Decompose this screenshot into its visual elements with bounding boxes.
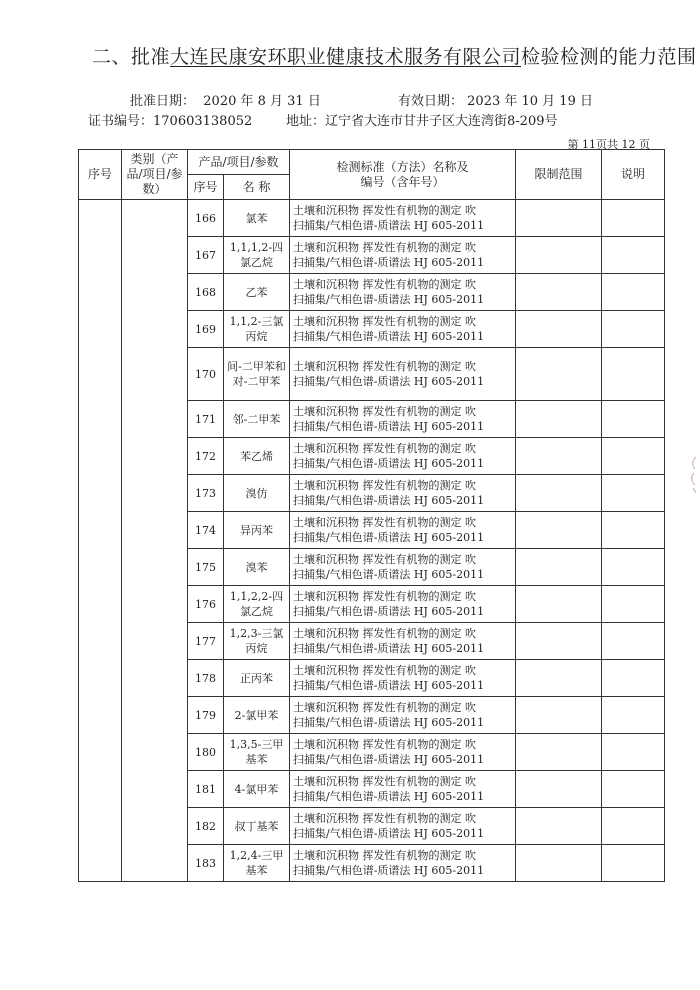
row-number: 169 [188, 311, 224, 348]
row-note [602, 274, 665, 311]
row-limit [516, 623, 602, 660]
address [286, 110, 558, 129]
row-name: 1,3,5-三甲基苯 [224, 734, 290, 771]
row-name: 1,1,2,2-四氯乙烷 [224, 586, 290, 623]
seq-cell [79, 200, 122, 882]
row-number: 171 [188, 401, 224, 438]
header-note: 说明 [602, 150, 665, 200]
row-name: 溴苯 [224, 549, 290, 586]
category-cell [122, 200, 188, 882]
row-standard-line1: 土壤和沉积物 挥发性有机物的测定 吹 [293, 405, 476, 418]
row-standard-line1: 土壤和沉积物 挥发性有机物的测定 吹 [293, 812, 476, 825]
capability-table [78, 149, 665, 882]
row-standard [290, 549, 516, 586]
row-limit [516, 237, 602, 274]
row-standard-line2: 扫捕集/气相色谱-质谱法 HJ 605-2011 [293, 219, 485, 232]
row-limit [516, 475, 602, 512]
row-note [602, 623, 665, 660]
row-limit [516, 845, 602, 882]
row-standard-line1: 土壤和沉积物 挥发性有机物的测定 吹 [293, 590, 476, 603]
header-standard-line1: 检测标准（方法）名称及 [336, 159, 469, 174]
stamp-edge-mark [688, 455, 698, 498]
valid-date-value: 2023 年 10 月 19 日 [467, 94, 593, 109]
row-standard-line1: 土壤和沉积物 挥发性有机物的测定 吹 [293, 479, 476, 492]
row-limit [516, 438, 602, 475]
row-standard [290, 771, 516, 808]
row-standard-line2: 扫捕集/气相色谱-质谱法 HJ 605-2011 [293, 568, 485, 581]
header-category: 类别（产品/项目/参数） [122, 150, 188, 200]
row-standard-line2: 扫捕集/气相色谱-质谱法 HJ 605-2011 [293, 494, 485, 507]
row-name: 间-二甲苯和对-二甲苯 [224, 348, 290, 401]
row-note [602, 697, 665, 734]
row-standard-line1: 土壤和沉积物 挥发性有机物的测定 吹 [293, 701, 476, 714]
cert-value: 170603138052 [153, 114, 253, 129]
certificate-number [88, 110, 252, 129]
row-number: 182 [188, 808, 224, 845]
row-limit [516, 808, 602, 845]
row-limit [516, 586, 602, 623]
row-note [602, 348, 665, 401]
row-standard-line1: 土壤和沉积物 挥发性有机物的测定 吹 [293, 315, 476, 328]
row-standard [290, 475, 516, 512]
row-standard-line2: 扫捕集/气相色谱-质谱法 HJ 605-2011 [293, 642, 485, 655]
row-standard-line1: 土壤和沉积物 挥发性有机物的测定 吹 [293, 516, 476, 529]
row-standard [290, 586, 516, 623]
row-standard-line2: 扫捕集/气相色谱-质谱法 HJ 605-2011 [293, 753, 485, 766]
row-note [602, 660, 665, 697]
row-standard-line1: 土壤和沉积物 挥发性有机物的测定 吹 [293, 553, 476, 566]
row-limit [516, 660, 602, 697]
row-standard [290, 808, 516, 845]
row-name: 1,2,4-三甲基苯 [224, 845, 290, 882]
row-limit [516, 401, 602, 438]
row-standard-line2: 扫捕集/气相色谱-质谱法 HJ 605-2011 [293, 256, 485, 269]
header-standard [290, 150, 516, 200]
valid-date [398, 90, 593, 109]
row-name: 1,1,2-三氯丙烷 [224, 311, 290, 348]
row-number: 175 [188, 549, 224, 586]
approval-date-label: 批准日期： [130, 94, 196, 109]
row-note [602, 438, 665, 475]
row-name: 4-氯甲苯 [224, 771, 290, 808]
row-number: 166 [188, 200, 224, 237]
row-standard-line1: 土壤和沉积物 挥发性有机物的测定 吹 [293, 627, 476, 640]
address-label: 地址： [286, 114, 326, 129]
row-number: 174 [188, 512, 224, 549]
row-standard [290, 401, 516, 438]
row-number: 178 [188, 660, 224, 697]
row-standard-line1: 土壤和沉积物 挥发性有机物的测定 吹 [293, 664, 476, 677]
row-standard [290, 697, 516, 734]
row-name: 苯乙烯 [224, 438, 290, 475]
table-row [79, 200, 665, 237]
row-standard-line2: 扫捕集/气相色谱-质谱法 HJ 605-2011 [293, 790, 485, 803]
row-note [602, 734, 665, 771]
row-number: 176 [188, 586, 224, 623]
row-name: 正丙苯 [224, 660, 290, 697]
row-standard-line1: 土壤和沉积物 挥发性有机物的测定 吹 [293, 278, 476, 291]
row-standard [290, 512, 516, 549]
row-standard-line1: 土壤和沉积物 挥发性有机物的测定 吹 [293, 442, 476, 455]
row-limit [516, 512, 602, 549]
row-standard [290, 438, 516, 475]
row-standard-line1: 土壤和沉积物 挥发性有机物的测定 吹 [293, 360, 476, 373]
valid-date-label: 有效日期： [398, 94, 464, 109]
row-standard-line2: 扫捕集/气相色谱-质谱法 HJ 605-2011 [293, 420, 485, 433]
row-name: 氯苯 [224, 200, 290, 237]
header-limit: 限制范围 [516, 150, 602, 200]
row-standard-line2: 扫捕集/气相色谱-质谱法 HJ 605-2011 [293, 605, 485, 618]
title-prefix: 二、批准 [92, 46, 171, 68]
row-name: 溴仿 [224, 475, 290, 512]
cert-label: 证书编号： [88, 114, 154, 129]
row-name: 叔丁基苯 [224, 808, 290, 845]
header-sub-seq: 序号 [188, 175, 224, 200]
header-seq: 序号 [79, 150, 122, 200]
row-number: 177 [188, 623, 224, 660]
row-standard-line1: 土壤和沉积物 挥发性有机物的测定 吹 [293, 204, 476, 217]
row-standard-line1: 土壤和沉积物 挥发性有机物的测定 吹 [293, 849, 476, 862]
row-limit [516, 274, 602, 311]
row-note [602, 586, 665, 623]
row-standard-line2: 扫捕集/气相色谱-质谱法 HJ 605-2011 [293, 375, 485, 388]
row-number: 167 [188, 237, 224, 274]
row-number: 168 [188, 274, 224, 311]
table-body [79, 200, 665, 882]
row-standard [290, 623, 516, 660]
row-note [602, 549, 665, 586]
row-limit [516, 200, 602, 237]
row-note [602, 771, 665, 808]
company-name: 大连民康安环职业健康技术服务有限公司 [170, 46, 522, 68]
row-limit [516, 734, 602, 771]
address-value: 辽宁省大连市甘井子区大连湾街8-209号 [325, 114, 558, 129]
row-limit [516, 771, 602, 808]
title-suffix: 检验检测的能力范围 [521, 46, 697, 68]
row-note [602, 475, 665, 512]
row-name: 2-氯甲苯 [224, 697, 290, 734]
row-standard-line2: 扫捕集/气相色谱-质谱法 HJ 605-2011 [293, 330, 485, 343]
row-number: 172 [188, 438, 224, 475]
row-standard-line1: 土壤和沉积物 挥发性有机物的测定 吹 [293, 775, 476, 788]
seal-fragment-icon [688, 455, 698, 495]
header-product: 产品/项目/参数 [188, 150, 290, 175]
row-standard-line1: 土壤和沉积物 挥发性有机物的测定 吹 [293, 241, 476, 254]
row-name: 乙苯 [224, 274, 290, 311]
row-limit [516, 348, 602, 401]
row-note [602, 808, 665, 845]
row-standard-line2: 扫捕集/气相色谱-质谱法 HJ 605-2011 [293, 293, 485, 306]
row-number: 183 [188, 845, 224, 882]
row-number: 179 [188, 697, 224, 734]
row-standard-line2: 扫捕集/气相色谱-质谱法 HJ 605-2011 [293, 531, 485, 544]
row-note [602, 512, 665, 549]
row-standard-line2: 扫捕集/气相色谱-质谱法 HJ 605-2011 [293, 679, 485, 692]
row-standard [290, 311, 516, 348]
page-number: 第 11页共 12 页 [567, 138, 650, 151]
row-number: 170 [188, 348, 224, 401]
row-note [602, 311, 665, 348]
row-number: 173 [188, 475, 224, 512]
row-standard-line2: 扫捕集/气相色谱-质谱法 HJ 605-2011 [293, 716, 485, 729]
row-note [602, 845, 665, 882]
row-standard-line2: 扫捕集/气相色谱-质谱法 HJ 605-2011 [293, 457, 485, 470]
header-name: 名 称 [224, 175, 290, 200]
row-limit [516, 549, 602, 586]
row-note [602, 401, 665, 438]
row-standard [290, 734, 516, 771]
row-name: 1,2,3-三氯丙烷 [224, 623, 290, 660]
row-standard [290, 274, 516, 311]
row-number: 180 [188, 734, 224, 771]
row-name: 邻-二甲苯 [224, 401, 290, 438]
row-standard-line2: 扫捕集/气相色谱-质谱法 HJ 605-2011 [293, 827, 485, 840]
approval-date [130, 90, 321, 109]
row-note [602, 200, 665, 237]
row-limit [516, 697, 602, 734]
row-standard-line1: 土壤和沉积物 挥发性有机物的测定 吹 [293, 738, 476, 751]
row-note [602, 237, 665, 274]
row-name: 1,1,1,2-四氯乙烷 [224, 237, 290, 274]
row-limit [516, 311, 602, 348]
row-standard [290, 200, 516, 237]
row-standard [290, 660, 516, 697]
page-title [92, 42, 697, 69]
row-standard [290, 237, 516, 274]
row-standard-line2: 扫捕集/气相色谱-质谱法 HJ 605-2011 [293, 864, 485, 877]
row-standard [290, 348, 516, 401]
row-number: 181 [188, 771, 224, 808]
row-name: 异丙苯 [224, 512, 290, 549]
header-standard-line2: 编号（含年号） [360, 174, 445, 189]
row-standard [290, 845, 516, 882]
approval-date-value: 2020 年 8 月 31 日 [203, 94, 321, 109]
